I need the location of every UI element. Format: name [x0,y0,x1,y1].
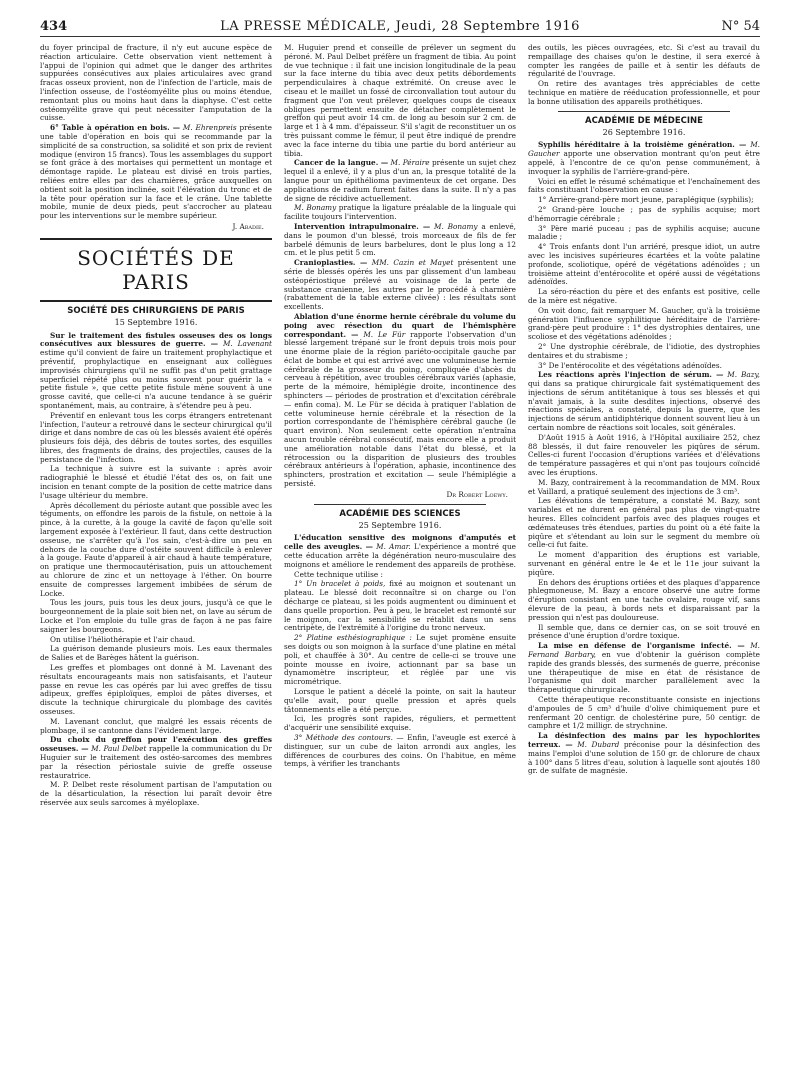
paragraph: Après décollement du périoste autant que possible avec les téguments, on effondre les parois de la fistule, on nettoie à la pince, à la curette, à la gouge la cavité de façon qu'elle soit largement exposée à l'extérieur. Il faut, dans cette destruction osseuse, ne s'arrêter qu'à l'os sain, c'est-à-dire un peu en dehors de la couche dure d'ostéite souvent difficile à enlever à la gouge. Faute d'appareil à air chaud à haute température, on pratique une thermocautérisation, puis un attouchement au chlorure de zinc et un nettoyage à l'éther. On bourre ensuite de compresses largement imbibées de sérum de Locke. [40,500,272,598]
paragraph [40,124,272,221]
paragraph: Lorsque le patient a décelé la pointe, on sait la hauteur qu'elle avait, pour quelle pression et après quels tâtonnements elle a été perçue. [284,686,516,714]
paragraph [284,734,516,769]
paragraph [284,259,516,312]
author: MM. Cazin et Mayet [371,258,454,268]
author: M. Ehrenpreis [182,123,237,133]
author: M. Péraire [390,158,430,168]
paragraph [284,313,516,489]
column-1 [40,44,272,1074]
paragraph [284,159,516,203]
paragraph: La séro-réaction du père et des enfants est positive, celle de la mère est négative. [528,287,760,305]
list-item: 3° Père marié puceau ; pas de syphilis acquise; aucune maladie ; [528,223,760,242]
paragraph: En dehors des éruptions ortiées et des plaques d'apparence phlegmoneuse, M. Bazy a encore observé une autre forme d'éruption consistant en une tache ovalaire, rouge vif, sans élevure de la peau, à bords nets et disparaissant par la pression qui n'est pas douloureuse. [528,577,760,622]
journal-title: LA PRESSE MÉDICALE, Jeudi, 28 Septembre 1916 [220,19,580,34]
paragraph: Il semble que, dans ce dernier cas, on se soit trouvé en présence d'une éruption d'ordre toxique. [528,622,760,641]
paragraph: 3° De l'entérocolite et des végétations adénoïdes. [538,360,722,370]
author: M. Paul Delbet [91,744,147,754]
paragraph [284,534,516,569]
author: M. Gaucher [528,140,760,159]
divider [40,300,272,302]
item-lead: 1° Un bracelet à poids, [294,579,386,589]
item-text: présente un sujet chez lequel il a enlevé, il y a plus d'un an, la presque totalité de la langue pour un épithélioma pavimenteux de cet organe. Des applications de radium furent faites dans la suite. Il n'y a pas de signe de récidive actuellement. [284,158,516,203]
item-title: La mise en défense de l'organisme infecté. — [538,641,745,651]
column-2 [284,44,516,1074]
list-item: 2° Grand-père louche ; pas de syphilis acquise; mort d'hémorragie cérébrale ; [528,204,760,223]
signature: J. Abadie. [232,221,264,231]
item-title: Cranioplasties. — [294,258,368,268]
paragraph: M. Lavenant conclut, que malgré les essais récents de plombage, il se cantonne dans l'évidement large. [40,716,272,735]
paragraph: La guérison demande plusieurs mois. Les eaux thermales de Salies et de Barèges hâtent la guérison. [40,644,272,663]
item-text: en vue d'obtenir la guérison complète rapide des grands blessés, des surmenés de guerre, préconise une thérapeutique de mise en état de résistance de l'organisme qui doit marcher parallèlement avec la thérapeutique chirurgicale. [528,650,760,695]
item-title: Sur le traitement des fistules osseuses des os longs consécutives aux blessures de guerre. — [40,330,272,349]
paragraph: M. P. Delbet reste résolument partisan de l'amputation ou de la désarticulation, la résection lui paraît devoir être réservée aux seuls sarcomes à myéloplaxe. [40,780,272,807]
paragraph: Cette thérapeutique reconstituante consiste en injections d'ampoules de 5 cm³ d'huile d'olive chimiquement pure et renfermant 20 centigr. de cholestérine pure, 50 centigr. de camphre et 1/2 milligr. de strychnine. [528,694,760,731]
item-text: Enfin, l'aveugle est exercé à distinguer, sur un cube de laiton arrondi aux angles, les différences de courbures des coins. On l'habitue, en même temps, à vérifier les tranchants [284,732,516,769]
item-title: L'éducation sensitive des moignons d'amputés et celle des aveugles. — [284,533,516,552]
paragraph [528,732,760,776]
item-text: rapporte l'observation d'un blessé largement trépané sur le front depuis trois mois pour une énorme plaie de la région pariéto-occipitale gauche par éclat de bombe et qui est arrivé avec une volumineuse hernie cérébrale de la grosseur du poing, compliquée d'abcès du cerveau à répétition, avec troubles cérébraux variés (aphasie, perte de la mémoire, hémiplégie droite, incontinence des sphincters — périodes de prostration et d'excitation cérébrale — enfin coma). M. Le Für se décida à pratiquer l'ablation de cette volumineuse hernie cérébrale et la résection de la portion correspondante de l'hémisphère cérébral gauche (le quart environ). Non seulement cette opération n'entraîna aucun trouble cérébral consécutif, mais encore elle a produit une amélioration notable dans l'état du blessé, et la rétrocession ou la disparition de plusieurs des troubles cérébraux antérieurs à l'opération, aphasie, incontinence des sphincters, prostration et excitation — seule l'hémiplégie a persisté. [284,329,516,489]
signature: Dr Robert Loewy. [446,489,508,499]
issue-number: N° 54 [721,19,760,34]
section-date: 26 Septembre 1916. [602,127,686,137]
item-text: préconise pour la désinfection des mains l'emploi d'une solution de 150 gr. de chlorure de chaux à 100° dans 5 litres d'eau, solution à laquelle sont ajoutés 180 gr. de sulfate de magnésie. [528,739,760,776]
item-title: Syphilis héréditaire à la troisième génération. — [538,140,747,150]
paragraph: On voit donc, fait remarquer M. Gaucher, qu'à la troisième génération l'influence syphilitique héréditaire de l'arrière-grand-père peut produire : 1° des dystrophies dentaires, une scoliose et des végétations adénoïdes ; [528,305,760,342]
paragraph [284,204,516,222]
item-title: 6° Table à opération en bois. — [50,123,181,133]
paragraph [40,736,272,780]
item-text: a enlevé, dans le poumon d'un blessé, trois morceaux de fils de fer barbelé démunis de leurs barbelures, dont le plus long a 12 cm. et le plus petit 5 cm. [284,221,516,258]
item-title: Les réactions après l'injection de sérum. — [538,370,724,380]
item-text: présente une table d'opération en bois qui se recommande par la simplicité de sa construction, sa solidité et son prix de revient modique (environ 15 francs). Tous les assemblages du support se font grâce à des mortaises qui permettent un montage et démontage rapide. Le plateau est divisé en trois parties, reliées entre elles par des charnières, grâce auxquelles on obtient soit la position inclinée, soit l'élévation du tronc et de la tête pour opération sur la face et le crâne. Une tablette mobile, munie de deux pieds, peut s'accrocher au plateau pour les interventions sur le membre supérieur. [40,123,272,221]
paragraph: Préventif en enlevant tous les corps étrangers entretenant l'infection, l'auteur a retrouvé dans le secteur chirurgical qu'il dirige et dans nombre de cas où les blessés avaient été opérés plusieurs fois déjà, des débris de toutes sortes, des esquilles libres, des fragments de drains, des projectiles, causes de la persistance de l'infection. [40,410,272,464]
section-date: 25 Septembre 1916. [358,520,442,530]
divider [314,504,486,505]
paragraph: La technique à suivre est la suivante : après avoir radiographié le blessé et étudié l'état des os, on fait une incision en tenant compte de la position de cette matrice dans l'usage ultérieur du membre. [40,464,272,500]
section-banner: SOCIÉTÉS DE PARIS [77,245,235,294]
author: M. Dubard [577,739,620,749]
author: M. Lavenant [222,339,272,349]
divider [558,111,730,112]
page-number: 434 [40,19,68,34]
author: M. Le Für [363,329,406,339]
item-text: pratique la ligature préalable de la linguale qui facilite toujours l'intervention. [284,203,516,222]
item-title: La désinfection des mains par les hypochlorites terreux. — [528,731,760,749]
item-title: Du choix du greffon pour l'exécution des greffes osseuses. — [40,735,272,754]
paragraph: Voici en effet le résumé schématique et l'enchaînement des faits constituant l'observation en cause : [528,176,760,195]
paragraph [40,332,272,411]
item-text: fixé au moignon et soutenant un plateau. Le blessé doit reconnaître si on charge ou l'on décharge ce plateau, si les poids augmentent ou diminuent et dans quelle proportion. Peu à peu, le bracelet est remonté sur le moignon, car la sensibilité se rétablit dans un sens centripète, de l'extrémité à l'origine du tronc nerveux. [284,579,516,633]
author: M. Amar. [376,542,411,552]
item-title: Ablation d'une énorme hernie cérébrale du volume du poing avec résection du quart de l'hémisphère correspondant. — [284,311,516,339]
list-item: 1° Arrière-grand-père mort jeune, paraplégique (syphilis); [538,195,754,205]
paragraph [528,371,760,433]
paragraph: Tous les jours, puis tous les deux jours, jusqu'à ce que le bourgeonnement de la plaie soit bien net, on lave au sérum de Locke et l'on emploie du tulle gras de façon à ne pas faire saigner les bourgeons. [40,598,272,634]
paragraph: 2° Une dystrophie cérébrale, de l'idiotie, des dystrophies dentaires et du strabisme ; [528,341,760,360]
item-text: estime qu'il convient de faire un traitement prophylactique et préventif, prophylactique en enseignant aux collègues improvisés chirurgiens qu'il ne suffit pas d'un petit grattage superficiel répété plus ou moins souvent pour guérir la « petite fistule », que cette petite fistule mène souvent à une grosse cavité, que celle-ci n'a aucune tendance à se guérir spontanément, mais, au contraire, à s'étendre peu à peu. [40,348,272,410]
page-header [40,18,760,37]
paragraph: M. Huguier prend et conseille de prélever un segment du péroné. M. Paul Delbet préfère un fragment de tibia. Au point de vue technique : il fait une incision longitudinale de la peau sur la face interne du tibia avec deux petits débordements perpendiculaires à chaque extrémité. On creuse avec le ciseau et le maillet un fossé de circonvallation tout autour du fragment que l'on veut prélever, quelques coups de ciseaux obliques permettent ensuite de détacher complètement le greffon qui peut avoir 14 cm. de long au besoin sur 2 cm. de large et 1 à 4 mm. d'épaisseur. S'il s'agit de reconstituer un os très puissant comme le fémur, il peut être indiqué de prendre avec la face interne du tibia une partie du bord antérieur au tibia. [284,44,516,158]
section-title: SOCIÉTÉ DES CHIRURGIENS DE PARIS [67,305,245,316]
item-text: qui dans sa pratique chirurgicale fait systématiquement des injections de sérum antitétanique à tous ses blessés et qui n'avait jamais, à la suite desdites injections, observé des réactions spéciales, a constaté, depuis la guerre, que les injections de sérum antidiphtérique donnent souvent lieu à un certain nombre de réactions soit locales, soit générales. [528,379,760,433]
author: M. Bazy, [727,370,760,380]
item-title: Cancer de la langue. — [294,158,389,168]
paragraph: du foyer principal de fracture, il n'y eut aucune espèce de réaction articulaire. Cette observation vient nettement à l'appui de l'opinion qui admet que le danger des arthrites suppurées consécutives aux plaies articulaires avec grand fracas osseux provient, non de l'infection de l'article, mais de l'infection osseuse, de l'ostéomyélite plus ou moins étendue, remontant plus ou moins haut dans la diaphyse. C'est cette ostéomyélite grave qui peut nécessiter l'amputation de la cuisse. [40,44,272,123]
paragraph [284,634,516,687]
paragraph: M. Bazy, contrairement à la recommandation de MM. Roux et Vaillard, a pratiqué seulement des injections de 3 cm³. [528,477,760,496]
list-item: 4° Trois enfants dont l'un arriéré, presque idiot, un autre avec les incisives supérieures écartées et la voûte palatine profonde, scoliotique, opéré de végétations adénoïdes ; un troisième atteint d'entérocolite et opéré aussi de végétations adénoïdes. [528,242,760,287]
paragraph: Ici, les progrès sont rapides, réguliers, et permettent d'acquérir une sensibilité exquise. [284,714,516,733]
paragraph [284,580,516,633]
item-lead: 3° Méthode des contours. — [294,732,404,742]
author: M. Bonamy [294,203,337,213]
paragraph: On retire des avantages très appréciables de cette technique en matière de rééducation professionnelle, et pour la bonne utilisation des appareils prothétiques. [528,79,760,106]
paragraph: Le moment d'apparition des éruptions est variable, survenant en général entre le 4e et le 11e jour suivant la piqûre. [528,550,760,577]
paragraph: Les élévations de température, a constaté M. Bazy, sont variables et ne durent en général pas plus de vingt-quatre heures. Elles coïncident parfois avec des plaques rouges et œdémateuses très étendues, parties du point où a été faite la piqûre et s'étendant au loin sur le segment du membre où celle-ci fut faite. [528,496,760,550]
paragraph [528,642,760,695]
item-lead: 2° Platine esthésiographique : [294,633,412,643]
paragraph [528,141,760,176]
item-text: Le sujet promène ensuite ses doigts ou son moignon à la surface d'une platine en métal poli, et chauffée à 30°. Au centre de celle-ci se trouve une pointe mousse en ivoire, actionnant par sa base un dynamomètre inscripteur, et réglée par une vis micrométrique. [284,633,516,687]
section-title: ACADÉMIE DES SCIENCES [339,508,461,519]
author: M. Bonamy [434,221,478,231]
paragraph: On utilise l'héliothérapie et l'air chaud. [50,634,196,644]
item-title: Intervention intrapulmonaire. — [294,221,431,231]
author: M. Fernand Barbary, [528,641,760,659]
paragraph [284,223,516,258]
item-text: L'expérience a montré que cette éducation arrête la dégénération neuro-musculaire des moignons et améliore le rendement des appareils de prothèse. [284,542,516,569]
paragraph: des outils, les pièces ouvragées, etc. Si c'est au travail du rempaillage des chaises qu'on le destine, il sera exercé à compter les rangées de paille et à sentir les défauts de régularité de l'ouvrage. [528,44,760,79]
column-3 [528,44,760,1074]
item-text: apporte une observation montrant qu'on peut être appelé, à l'encontre de ce qu'on pense communément, à invoquer la syphilis de l'arrière-grand-père. [528,149,760,176]
item-text: rappelle la communication du Dr Huguier sur le traitement des ostéo-sarcomes des membres par la résection périostale suivie de greffe osseuse restauratrice. [40,744,272,780]
item-text: présentent une série de blessés opérés les uns par glissement d'un lambeau ostéopériostique prélevé au voisinage de la perte de substance cranienne, les autres par le procédé à charnière (rabattement de la table externe clivée) : les résultats sont excellents. [284,258,516,312]
divider [40,238,272,240]
section-date: 15 Septembre 1916. [114,317,198,327]
paragraph: D'Août 1915 à Août 1916, à l'Hôpital auxiliaire 252, chez 88 blessés, il dut faire renouveler les piqûres de sérum. Celles-ci furent l'occasion d'éruptions variées et d'élévations de température passagères et qui n'ont pas toujours coïncidé avec les éruptions. [528,432,760,478]
section-title: ACADÉMIE DE MÉDECINE [585,115,703,126]
paragraph: Les greffes et plombages ont donné à M. Lavenant des résultats encourageants mais non satisfaisants, et l'auteur passe en revue les cas opérés par lui avec greffes de tissu adipeux, greffes épiploïques, emploi de pâtes diverses, et discute la technique chirurgicale du plombage des cavités osseuses. [40,663,272,716]
paragraph: Cette technique utilise : [294,569,383,579]
